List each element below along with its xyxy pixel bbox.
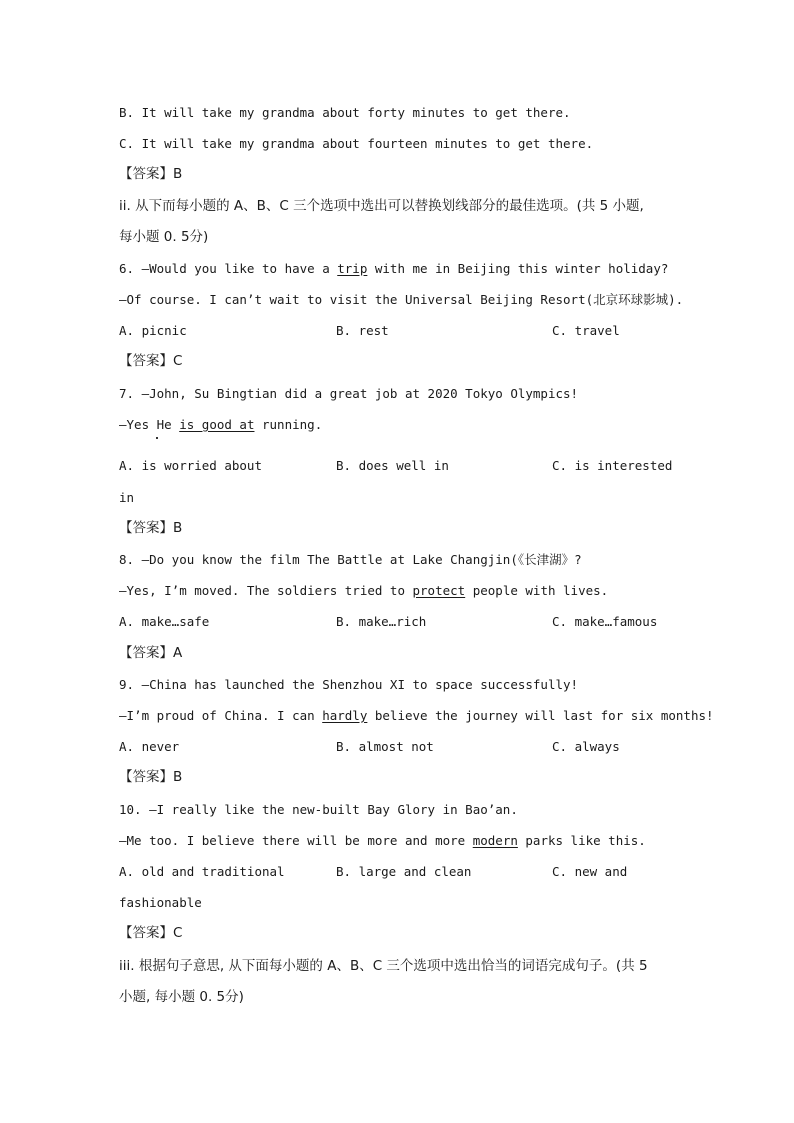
q6-text-post: with me in Beijing this winter holiday? xyxy=(367,261,669,276)
q7-option-c-cont: in xyxy=(119,490,135,505)
q7-option-b: B. does well in xyxy=(336,458,449,473)
q9-answer: 【答案】B xyxy=(119,769,183,785)
q10-text-pre: —Me too. I believe there will be more and more xyxy=(119,833,473,848)
q7-text-post: running. xyxy=(254,417,323,432)
q10-answer: 【答案】C xyxy=(119,925,183,941)
q8-text-post: people with lives. xyxy=(465,583,609,598)
q9-underlined-word: hardly xyxy=(322,708,368,723)
option-c-prev: C. It will take my grandma about fourteen minutes to get there. xyxy=(119,136,594,151)
q6-option-c: C. travel xyxy=(552,323,620,338)
answer-prev: 【答案】B xyxy=(119,166,183,182)
q8-option-b: B. make…rich xyxy=(336,614,427,629)
q10-underlined-word: modern xyxy=(472,833,518,848)
q6-text-pre: 6. —Would you like to have a xyxy=(119,261,338,276)
q7-answer: 【答案】B xyxy=(119,520,183,536)
q9-text-post: believe the journey will last for six months! xyxy=(367,708,714,723)
stray-dot xyxy=(156,437,158,439)
q7-option-c: C. is interested xyxy=(552,458,673,473)
question-6 xyxy=(119,261,668,277)
q9-option-b: B. almost not xyxy=(336,739,434,754)
q7-option-a: A. is worried about xyxy=(119,458,262,473)
q10-option-b: B. large and clean xyxy=(336,864,472,879)
q6-answer: 【答案】C xyxy=(119,353,183,369)
question-10: 10. —I really like the new-built Bay Glory in Bao’an. xyxy=(119,802,518,817)
q9-text-pre: —I’m proud of China. I can xyxy=(119,708,323,723)
q9-option-c: C. always xyxy=(552,739,620,754)
section-ii-instruction-cont: 每小题 0. 5分) xyxy=(119,229,209,245)
question-8: 8. —Do you know the film The Battle at Lake Changjin(《长津湖》? xyxy=(119,552,582,567)
q10-option-a: A. old and traditional xyxy=(119,864,285,879)
section-iii-instruction: iii. 根据句子意思, 从下面每小题的 A、B、C 三个选项中选出恰当的词语完成句子。(共 5 xyxy=(119,958,648,974)
q10-option-c-cont: fashionable xyxy=(119,895,202,910)
q6-option-a: A. picnic xyxy=(119,323,187,338)
q7-underlined-phrase: is good at xyxy=(179,417,255,432)
question-7-reply xyxy=(119,417,322,433)
q8-text-pre: —Yes, I’m moved. The soldiers tried to xyxy=(119,583,413,598)
question-6-reply: —Of course. I can’t wait to visit the Universal Beijing Resort(北京环球影城). xyxy=(119,292,684,307)
question-10-reply xyxy=(119,833,646,849)
q6-option-b: B. rest xyxy=(336,323,389,338)
q10-text-post: parks like this. xyxy=(517,833,646,848)
section-ii-instruction: ii. 从下而每小题的 A、B、C 三个选项中选出可以替换划线部分的最佳选项。(共 5 小题, xyxy=(119,198,644,214)
q6-underlined-word: trip xyxy=(337,261,368,276)
q8-option-a: A. make…safe xyxy=(119,614,210,629)
q10-option-c: C. new and xyxy=(552,864,628,879)
q8-option-c: C. make…famous xyxy=(552,614,658,629)
q7-text-pre: —Yes He xyxy=(119,417,180,432)
question-9-reply xyxy=(119,708,714,724)
q8-answer: 【答案】A xyxy=(119,645,183,661)
option-b-prev: B. It will take my grandma about forty minutes to get there. xyxy=(119,105,571,120)
question-7: 7. —John, Su Bingtian did a great job at 2020 Tokyo Olympics! xyxy=(119,386,579,401)
question-9: 9. —China has launched the Shenzhou XI to space successfully! xyxy=(119,677,579,692)
section-iii-instruction-cont: 小题, 每小题 0. 5分) xyxy=(119,989,244,1005)
question-8-reply xyxy=(119,583,608,599)
q8-underlined-word: protect xyxy=(412,583,466,598)
q9-option-a: A. never xyxy=(119,739,180,754)
